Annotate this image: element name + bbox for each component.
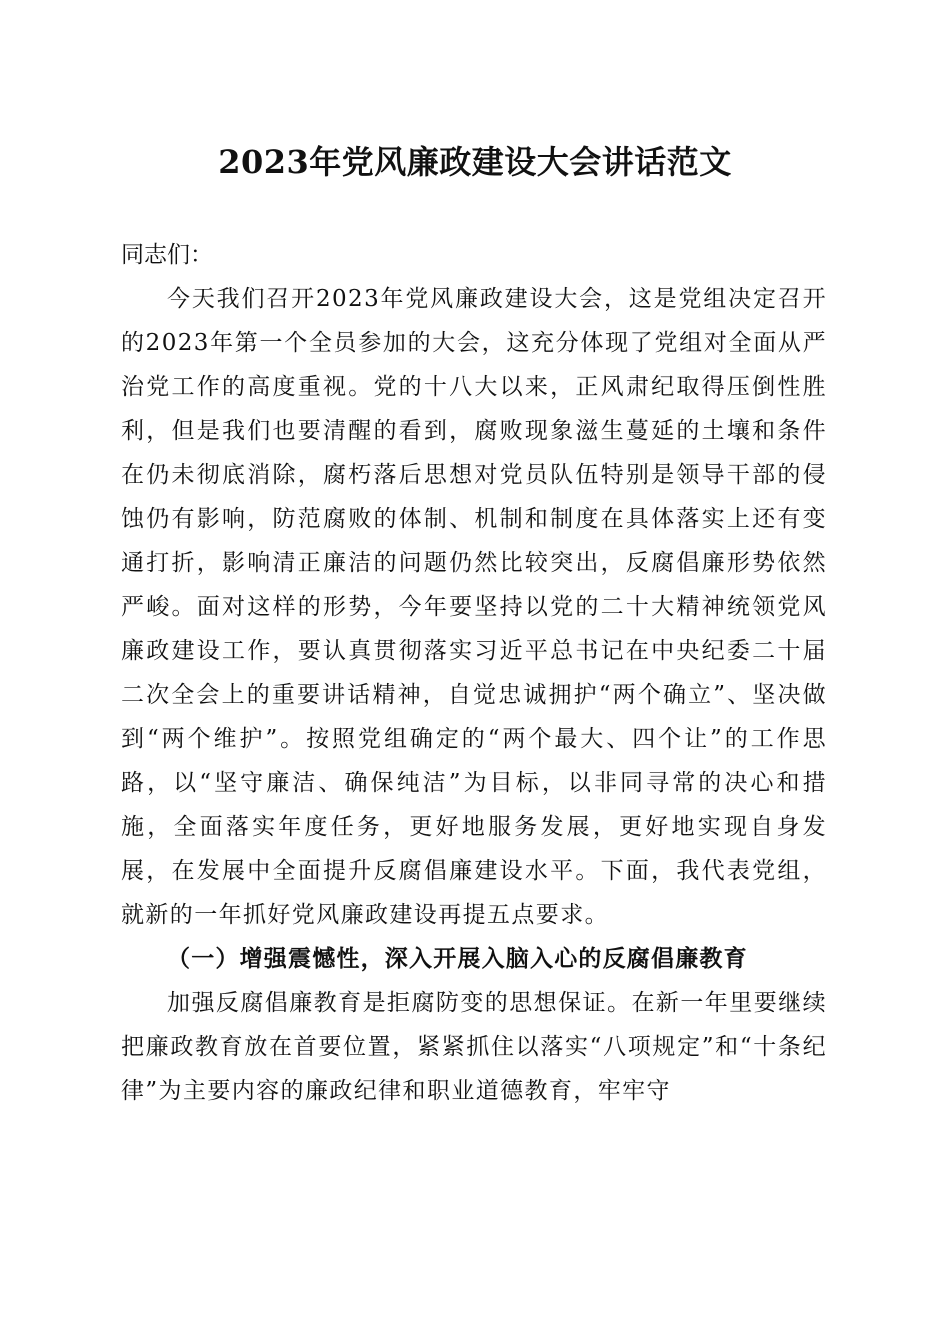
section-heading: （一）增强震憾性，深入开展入脑入心的反腐倡廉教育	[167, 945, 748, 972]
body-paragraph: 今天我们召开2023年党风廉政建设大会，这是党组决定召开的2023年第一个全员参加的大会，这充分体现了党组对全面从严治党工作的高度重视。党的十八大以来，正风肃纪取得压倒性胜利，但是我们也要清醒的看到，腐败现象滋生蔓延的土壤和条件在仍未彻底消除，腐朽落后思想对党员队伍特别是领导干部的侵蚀仍有影响，防范腐败的体制、机制和制度在具体落实上还有变通打折，影响清正廉洁的问题仍然比较突出，反腐倡廉形势依然严峻。面对这样的形势，今年要坚持以党的二十大精神统领党风廉政建设工作，要认真贯彻落实习近平总书记在中央纪委二十届二次全会上的重要讲话精神，自觉忠诚拥护“两个确立”、坚决做到“两个维护”。按照党组确定的“两个最大、四个让”的工作思路，以“坚守廉洁、确保纯洁”为目标，以非同寻常的决心和措施，全面落实年度任务，更好地服务发展，更好地实现自身发展，在发展中全面提升反腐倡廉建设水平。下面，我代表党组，就新的一年抓好党风廉政建设再提五点要求。	[121, 286, 827, 928]
document-title: 2023年党风廉政建设大会讲话范文	[218, 143, 732, 181]
salutation: 同志们：	[121, 242, 213, 268]
section-paragraph: 加强反腐倡廉教育是拒腐防变的思想保证。在新一年里要继续把廉政教育放在首要位置，紧紧抓住以落实“八项规定”和“十条纪律”为主要内容的廉政纪律和职业道德教育，牢牢守	[121, 990, 827, 1104]
document-body	[121, 233, 827, 1113]
